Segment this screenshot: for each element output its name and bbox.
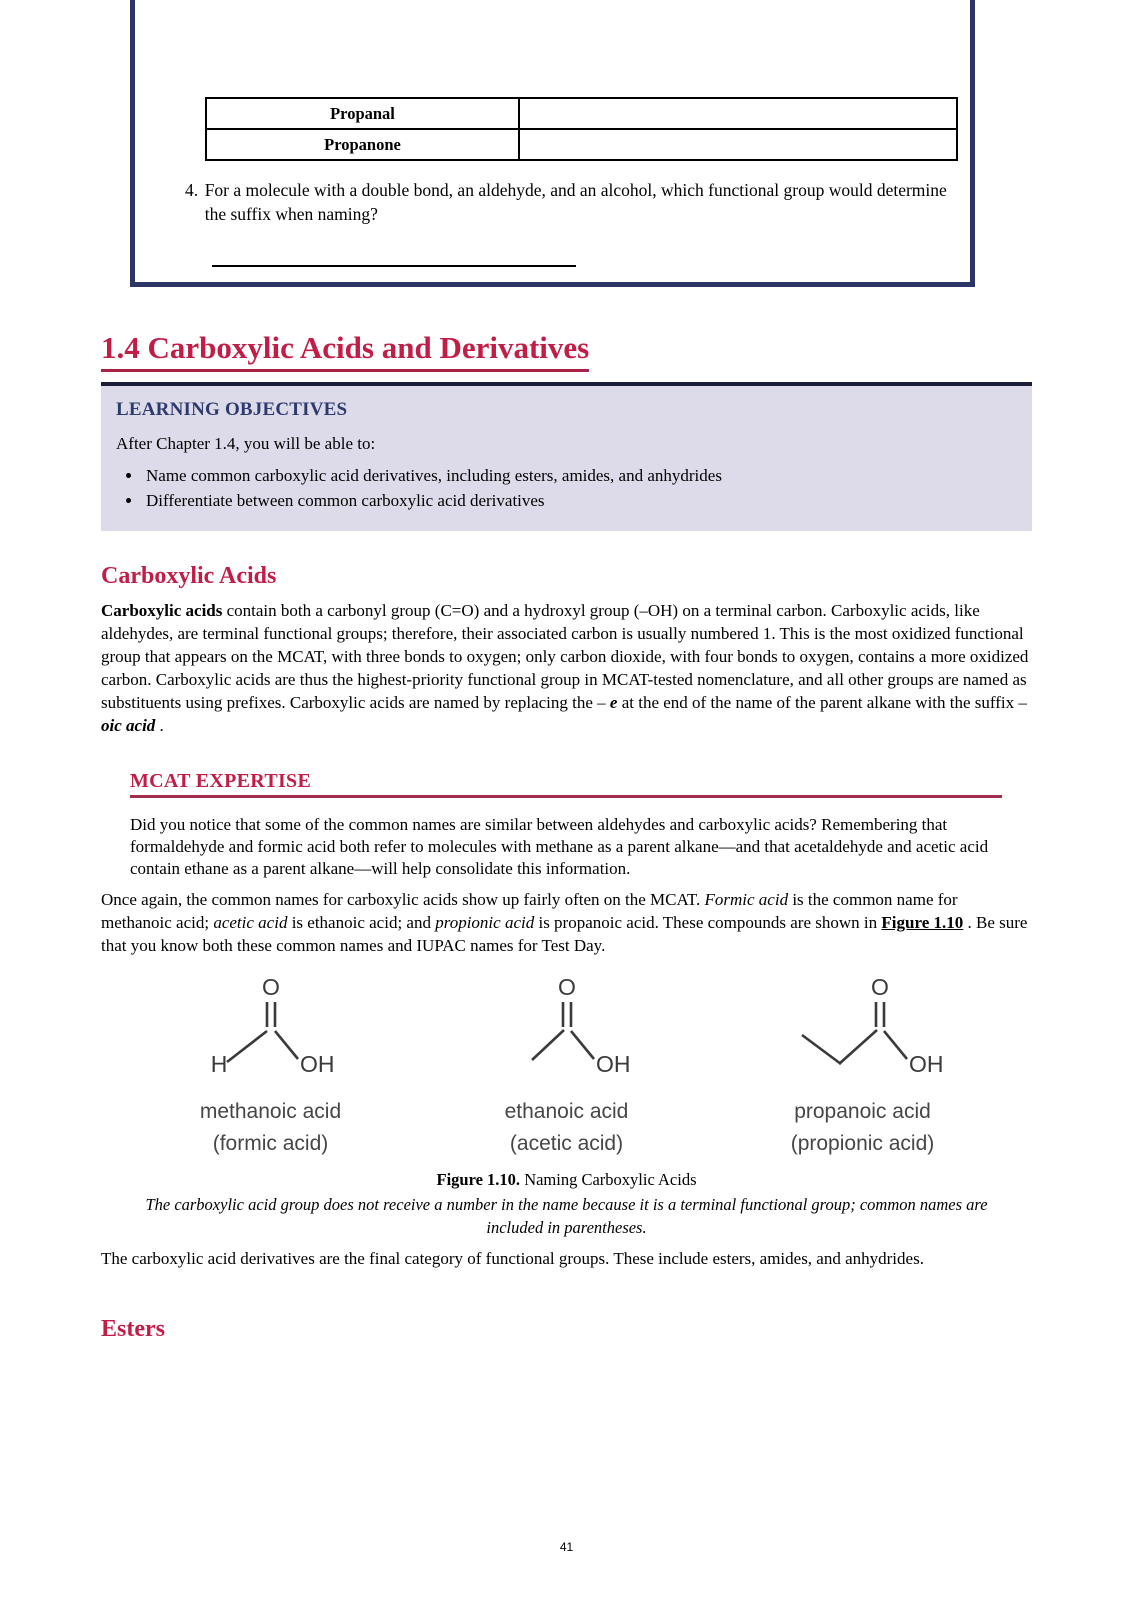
figure-note: The carboxylic acid group does not receive a number in the name because it is a terminal functional group; common names are included in parentheses. [145,1195,988,1237]
table-cell-compound: Propanal [206,98,519,129]
svg-text:O: O [870,974,889,1000]
figure-caption: Figure 1.10. Naming Carboxylic Acids [436,1170,697,1189]
molecule-methanoic-acid [123,971,419,1156]
mcat-expertise-heading: MCAT EXPERTISE [130,770,312,792]
svg-text:H: H [210,1051,227,1077]
svg-text:OH: OH [908,1051,943,1077]
table-cell-answer-blank[interactable] [519,98,957,129]
learning-objectives-title: LEARNING OBJECTIVES [116,399,348,420]
figure-1-10 [101,971,1032,1239]
table-row [206,98,957,129]
molecule-name: propanoic acid [794,1100,931,1123]
learning-objectives-box [101,382,1032,531]
section-heading [101,328,1032,372]
propanoic-acid-structure-icon [768,971,958,1086]
carboxylic-acids-paragraph: Carboxylic acids contain both a carbonyl group (C=O) and a hydroxyl group (–OH) on a terminal carbon. Carboxylic acids, like aldehydes, are terminal functional groups; therefore, their associated carbon is usually numbered 1. This is the most oxidized functional group that appears on the MCAT, with three bonds to oxygen; only carbon dioxide, with four bonds to oxygen, contains a more oxidized carbon. Carboxylic acids are thus the highest-priority functional group in MCAT-tested nomenclature, and all other groups are named as substituents using prefixes. Carboxylic acids are named by replacing the – e at the end of the name of the parent alkane with the suffix – oic acid . [101,601,1029,735]
molecule-name: ethanoic acid [504,1100,629,1123]
carboxylic-acids-heading: Carboxylic Acids [101,563,277,589]
learning-objectives-intro: After Chapter 1.4, you will be able to: [116,434,376,453]
esters-heading: Esters [101,1316,165,1342]
molecule-row [101,971,1032,1156]
mcat-expertise-rule [130,795,1002,798]
concept-check-box [130,0,975,287]
table-row [206,129,957,160]
svg-text:O: O [557,974,576,1000]
mcat-expertise-text: Did you notice that some of the common names are similar between aldehydes and carboxylic acids? Remembering that formaldehyde and formic acid both refer to molecules with methane as a parent alkane—and that acetaldehyde and acetic acid contain ethane as a parent alkane—will help consolidate this information. [130,815,989,878]
figure-caption-label: Figure 1.10. [436,1170,521,1189]
molecule-common-name: (propionic acid) [790,1132,935,1155]
molecule-propanoic-acid [715,971,1011,1156]
learning-objective-item: • Name common carboxylic acid derivatives, including esters, amides, and anhydrides [143,463,1016,488]
molecule-common-name: (formic acid) [212,1132,329,1155]
svg-text:OH: OH [299,1051,334,1077]
naming-practice-table [205,97,958,161]
question-text: For a molecule with a double bond, an aldehyde, and an alcohol, which functional group would determine the suffix when naming? [204,180,947,224]
svg-text:OH: OH [595,1051,630,1077]
table-cell-compound: Propanone [206,129,519,160]
figure-1-10-link[interactable]: Figure 1.10 [881,913,964,932]
learning-objective-item: • Differentiate between common carboxylic acid derivatives [143,488,1016,513]
common-names-paragraph: Once again, the common names for carboxylic acids show up fairly often on the MCAT. Formic acid is the common name for methanoic acid; acetic acid is ethanoic acid; and propionic acid is propanoic acid. These compounds are shown in Figure 1.10 . Be sure that you know both these common names and IUPAC names for Test Day. [101,890,1028,955]
svg-text:O: O [261,974,280,1000]
molecule-common-name: (acetic acid) [509,1132,624,1155]
table-cell-answer-blank[interactable] [519,129,957,160]
mcat-expertise-box [130,769,1032,880]
methanoic-acid-structure-icon [186,971,356,1086]
ethanoic-acid-structure-icon [482,971,652,1086]
molecule-name: methanoic acid [199,1100,342,1123]
derivatives-paragraph: The carboxylic acid derivatives are the final category of functional groups. These include esters, amides, and anhydrides. [101,1249,924,1268]
page-number: 41 [559,1540,574,1554]
question-number: 4. [185,180,199,200]
learning-objectives-list [116,463,1016,513]
question-4 [185,178,960,226]
molecule-ethanoic-acid [419,971,715,1156]
main-content [101,328,1032,1344]
section-heading-text: 1.4 Carboxylic Acids and Derivatives [101,328,589,372]
answer-blank-line[interactable] [212,265,576,267]
